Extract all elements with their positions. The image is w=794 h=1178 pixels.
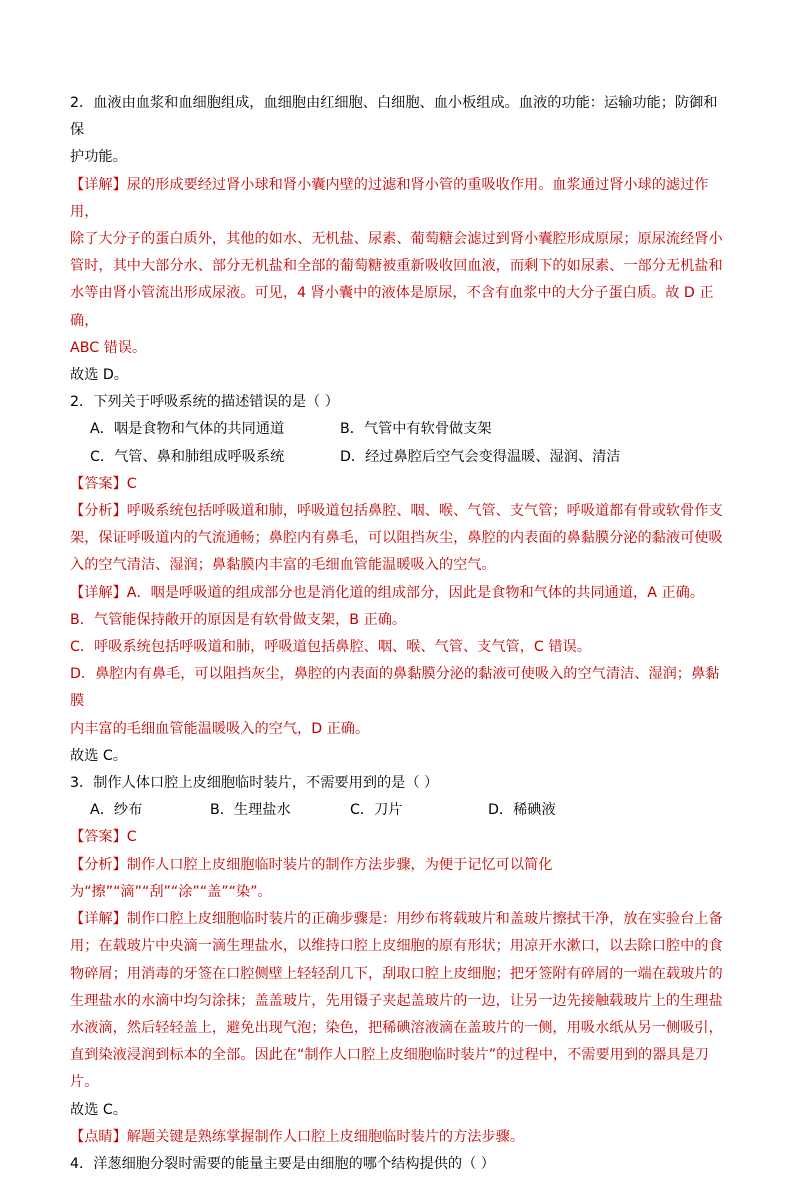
- option-c: C．刀片: [350, 802, 403, 819]
- answer-line: 【答案】C: [70, 475, 137, 492]
- question-4-stem: 4．洋葱细胞分裂时需要的能量主要是由细胞的哪个结构提供的（ ）: [70, 1155, 495, 1172]
- option-d: D．经过鼻腔后空气会变得温暖、湿润、清洁: [340, 448, 621, 465]
- conclusion-line: 故选 D。: [70, 367, 128, 384]
- explanation-line: D．鼻腔内有鼻毛，可以阻挡灰尘，鼻腔的内表面的鼻黏膜分泌的黏液可使吸入的空气清洁、湿润；鼻黏膜: [70, 666, 720, 710]
- explanation-line: ABC 错误。: [70, 339, 147, 356]
- explanation-line: 【详解】尿的形成要经过肾小球和肾小囊内壁的过滤和肾小管的重吸收作用。血浆通过肾小球的滤过作用，: [70, 176, 709, 220]
- answer-line: 【答案】C: [70, 829, 137, 846]
- conclusion-line: 故选 C。: [70, 747, 127, 764]
- question-3-options: [70, 797, 730, 824]
- analysis-line: 【分析】呼吸系统包括呼吸道和肺，呼吸道包括鼻腔、咽、喉、气管、支气管；呼吸道都有骨或软骨作支: [70, 503, 723, 520]
- option-a: A．纱布: [90, 802, 143, 819]
- question-3-stem: 3．制作人体口腔上皮细胞临时装片，不需要用到的是（ ）: [70, 775, 439, 792]
- question-2-stem: 2．下列关于呼吸系统的描述错误的是（ ）: [70, 394, 339, 411]
- option-c: C．气管、鼻和肺组成呼吸系统: [90, 448, 285, 465]
- question-2-options-row2: [70, 444, 730, 471]
- analysis-line: 架，保证呼吸道内的气流通畅；鼻腔内有鼻毛，可以阻挡灰尘，鼻腔的内表面的鼻黏膜分泌的黏液可使吸: [70, 530, 723, 547]
- explanation-tag: 【详解】: [70, 176, 127, 193]
- key-point-tag: 【点睛】: [70, 1128, 127, 1145]
- document-page: [70, 90, 730, 1178]
- explanation-line: 【详解】A．咽是呼吸道的组成部分也是消化道的组成部分，因此是食物和气体的共同通道，A 正确。: [70, 584, 705, 601]
- explanation-line: 除了大分子的蛋白质外，其他的如水、无机盐、尿素、葡萄糖会滤过到肾小囊腔形成原尿；原尿流经肾小: [70, 231, 723, 248]
- analysis-tag: 【分析】: [70, 856, 127, 873]
- analysis-line: 入的空气清洁、湿润；鼻黏膜内丰富的毛细血管能温暖吸入的空气。: [70, 557, 496, 574]
- explanation-line: 【详解】制作口腔上皮细胞临时装片的正确步骤是：用纱布将载玻片和盖玻片擦拭干净，放在实验台上备: [70, 911, 723, 928]
- key-point-line: 【点睛】解题关键是熟练掌握制作人口腔上皮细胞临时装片的方法步骤。: [70, 1128, 525, 1145]
- text-line: 护功能。: [70, 149, 127, 166]
- answer-tag: 【答案】: [70, 829, 127, 846]
- explanation-tag: 【详解】: [70, 911, 127, 928]
- question-2-options-row1: [70, 416, 730, 443]
- analysis-line: 【分析】制作人口腔上皮细胞临时装片的制作方法步骤，为便于记忆可以简化为“擦”“滴”“刮”“涂”“盖”“染”。: [70, 856, 553, 900]
- explanation-tag: 【详解】: [70, 584, 127, 601]
- option-a: A．咽是食物和气体的共同通道: [90, 421, 285, 438]
- option-b: B．生理盐水: [210, 802, 291, 819]
- explanation-line: 生理盐水的水滴中均匀涂抹；盖盖玻片，先用镊子夹起盖玻片的一边，让另一边先接触载玻片上的生理盐: [70, 992, 723, 1009]
- option-b: B．气管中有软骨做支架: [340, 421, 492, 438]
- answer-tag: 【答案】: [70, 475, 127, 492]
- text-line: 2．血液由血浆和血细胞组成，血细胞由红细胞、白细胞、血小板组成。血液的功能：运输功能；防御和保: [70, 95, 718, 139]
- explanation-line: 管时，其中大部分水、部分无机盐和全部的葡萄糖被重新吸收回血液，而剩下的如尿素、一部分无机盐和: [70, 258, 723, 275]
- explanation-line: 内丰富的毛细血管能温暖吸入的空气，D 正确。: [70, 720, 370, 737]
- explanation-line: C．呼吸系统包括呼吸道和肺，呼吸道包括鼻腔、咽、喉、气管、支气管，C 错误。: [70, 639, 591, 656]
- explanation-line: 水液滴，然后轻轻盖上，避免出现气泡；染色，把稀碘溶液滴在盖玻片的一侧，用吸水纸从另一侧吸引，: [70, 1019, 723, 1036]
- option-d: D．稀碘液: [488, 802, 556, 819]
- conclusion-line: 故选 C。: [70, 1101, 127, 1118]
- explanation-line: 直到染液浸润到标本的全部。因此在“制作人口腔上皮细胞临时装片”的过程中，不需要用到的器具是刀片。: [70, 1047, 709, 1091]
- explanation-line: 用；在载玻片中央滴一滴生理盐水，以维持口腔上皮细胞的原有形状；用凉开水漱口，以去除口腔中的食: [70, 938, 723, 955]
- explanation-line: 物碎屑；用消毒的牙签在口腔侧壁上轻轻刮几下，刮取口腔上皮细胞；把牙签附有碎屑的一端在载玻片的: [70, 965, 723, 982]
- explanation-line: 水等由肾小管流出形成尿液。可见，4 肾小囊中的液体是原尿，不含有血浆中的大分子蛋白质。故 D 正确，: [70, 285, 714, 329]
- analysis-tag: 【分析】: [70, 503, 127, 520]
- explanation-line: B．气管能保持敞开的原因是有软骨做支架，B 正确。: [70, 611, 407, 628]
